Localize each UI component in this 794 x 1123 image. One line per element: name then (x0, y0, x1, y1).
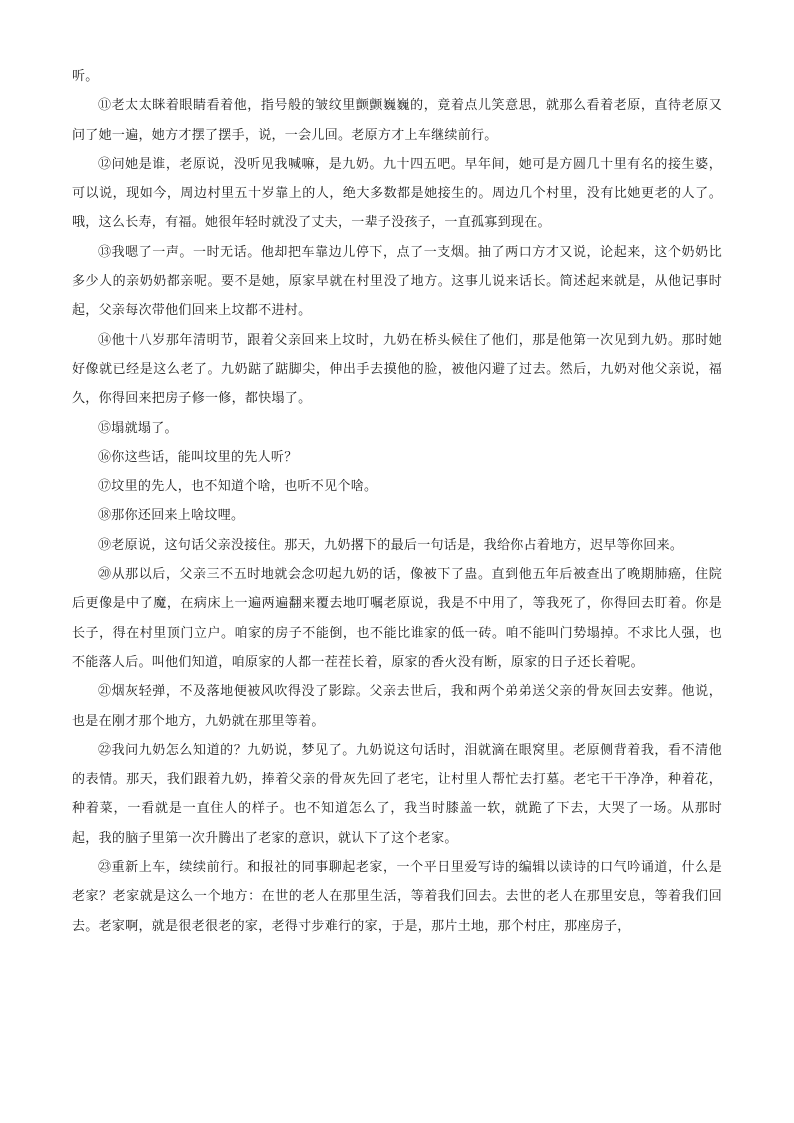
paragraph-20: ⑳从那以后，父亲三不五时地就会念叨起九奶的话，像被下了蛊。直到他五年后被查出了晚期肺癌，住院后更像是中了魔，在病床上一遍两遍翻来覆去地叮嘱老原说，我是不中用了，等我死了，你得回去盯着。你是长子，得在村里顶门立户。咱家的房子不能倒，也不能比谁家的低一砖。咱不能叫门势塌掉。不求比人强，也不能落人后。叫他们知道，咱原家的人都一茬茬长着，原家的香火没有断，原家的日子还长着呢。 (72, 567, 722, 670)
paragraph-13: ⑬我嗯了一声。一时无话。他却把车靠边儿停下，点了一支烟。抽了两口方才又说，论起来，这个奶奶比多少人的亲奶奶都亲呢。要不是她，原家早就在村里没了地方。这事儿说来话长。简述起来就是，从他记事时起，父亲每次带他们回来上坟都不进村。 (72, 244, 722, 319)
paragraph-19: ⑲老原说，这句话父亲没接住。那天，九奶撂下的最后一句话是，我给你占着地方，迟早等你回来。 (98, 537, 684, 553)
paragraph-18: ⑱那你还回来上啥坟哩。 (98, 508, 245, 524)
paragraph-15: ⑮塌就塌了。 (98, 420, 178, 436)
paragraph-22: ㉒我问九奶怎么知道的？九奶说，梦见了。九奶说这句话时，泪就滴在眼窝里。老原侧背着我，看不清他的表情。那天，我们跟着九奶，捧着父亲的骨灰先回了老宅，让村里人帮忙去打墓。老宅干干净净，种着花，种着菜，一看就是一直住人的样子。也不知道怎么了，我当时膝盖一软，就跪了下去，大哭了一场。从那时起，我的脑子里第一次升腾出了老家的意识，就认下了这个老家。 (72, 742, 722, 846)
paragraph-21: ㉑烟灰轻弹，不及落地便被风吹得没了影踪。父亲去世后，我和两个弟弟送父亲的骨灰回去安葬。他说，也是在刚才那个地方，九奶就在那里等着。 (72, 684, 722, 729)
paragraph-17: ⑰坟里的先人，也不知道个啥，也听不见个啥。 (98, 479, 378, 495)
paragraph-continuation: 听。 (72, 69, 99, 84)
paragraph-23: ㉓重新上车，续续前行。和报社的同事聊起老家，一个平日里爱写诗的编辑以读诗的口气吟诵道，什么是老家？老家就是这么一个地方：在世的老人在那里生活，等着我们回去。去世的老人在那里安息，等着我们回去。老家啊，就是很老很老的家，老得寸步难行的家，于是，那片土地，那个村庄，那座房子， (72, 860, 722, 934)
paragraph-16: ⑯你这些话，能叫坟里的先人听？ (98, 449, 298, 465)
article-body (72, 62, 722, 941)
paragraph-12: ⑫问她是谁，老原说，没听见我喊嘛，是九奶。九十四五吧。早年间，她可是方圆几十里有名的接生婆，可以说，现如今，周边村里五十岁靠上的人，绝大多数都是她接生的。周边几个村里，没有比她更老的人了。哦，这么长寿，有福。她很年轻时就没了丈夫，一辈子没孩子，一直孤寡到现在。 (72, 156, 722, 231)
paragraph-14: ⑭他十八岁那年清明节，跟着父亲回来上坟时，九奶在桥头候住了他们，那是他第一次见到九奶。那时她好像就已经是这么老了。九奶踮了踮脚尖，伸出手去摸他的脸，被他闪避了过去。然后，九奶对他父亲说，福久，你得回来把房子修一修，都快塌了。 (72, 332, 722, 407)
paragraph-11: ⑪老太太眯着眼睛看着他，指号般的皱纹里颤颤巍巍的，竟着点儿笑意思，就那么看着老原，直待老原又问了她一遍，她方才摆了摆手，说，一会儿回。老原方才上车继续前行。 (72, 98, 722, 143)
